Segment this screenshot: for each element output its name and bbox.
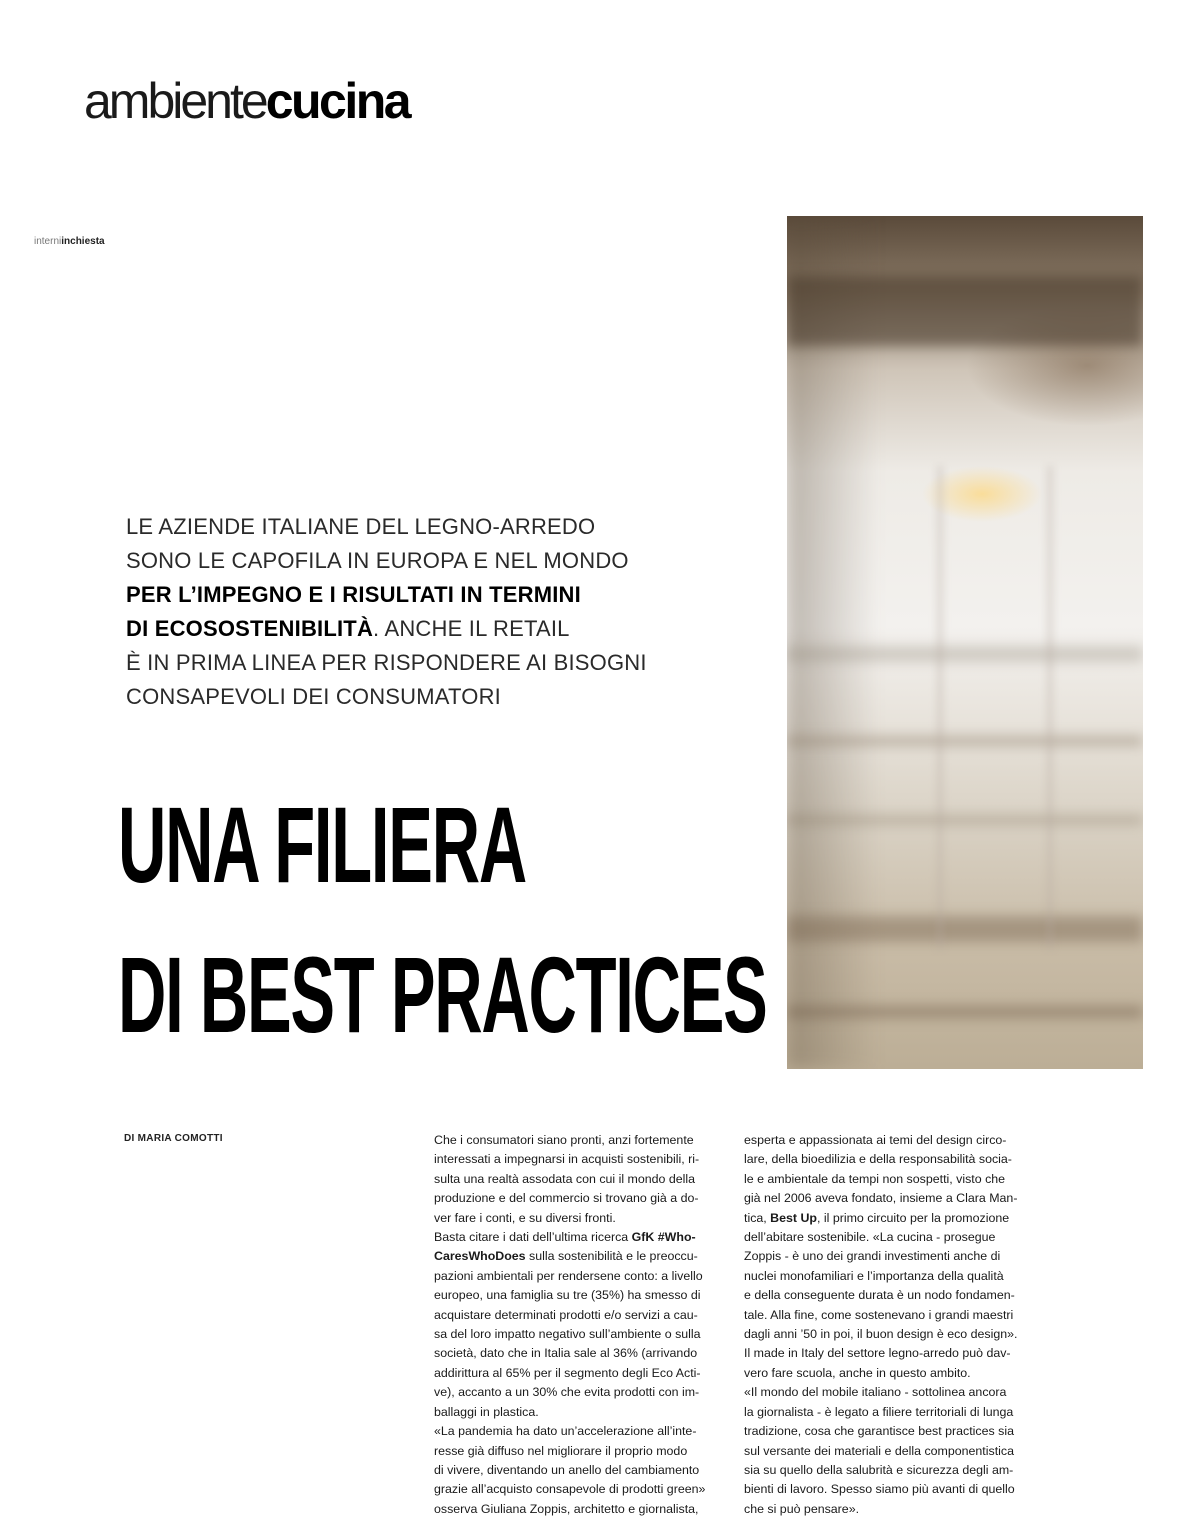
photo-band	[787, 1006, 1143, 1018]
text-run: osserva Giuliana Zoppis, architetto e giornalista,	[434, 1501, 699, 1516]
photo-band	[787, 646, 1143, 662]
text-line	[744, 1189, 1034, 1208]
text-run: ver fare i conti, e su diversi fronti.	[434, 1210, 616, 1225]
text-run: di vivere, diventando un anello del cambiamento	[434, 1462, 700, 1477]
text-line	[744, 1480, 1034, 1499]
text-line	[744, 1403, 1034, 1422]
text-run: sulla sostenibilità e le preoccu-	[525, 1249, 698, 1264]
text-line	[434, 1228, 724, 1247]
byline: DI MARIA COMOTTI	[124, 1133, 223, 1144]
article-photo	[787, 216, 1143, 1069]
text-line	[434, 1267, 724, 1286]
photo-panel	[1047, 466, 1053, 949]
text-run: sa del loro impatto negativo sull’ambiente o sulla	[434, 1327, 701, 1342]
section-tag-light: interni	[34, 236, 62, 247]
body-column-1	[434, 1131, 724, 1519]
text-run: esperta e appassionata ai temi del design circo-	[744, 1133, 1007, 1147]
text-run: «Il mondo del mobile italiano - sottolinea ancora	[744, 1385, 1007, 1400]
text-line	[744, 1500, 1034, 1519]
magazine-masthead	[84, 66, 409, 136]
text-run: lare, della bioedilizia e della responsabilità socia-	[744, 1152, 1012, 1167]
text-line	[434, 1306, 724, 1325]
text-run: dagli anni ’50 in poi, il buon design è eco design».	[744, 1327, 1018, 1342]
text-line	[434, 1131, 724, 1150]
text-line	[126, 680, 766, 714]
text-line	[434, 1150, 724, 1169]
text-line	[126, 578, 766, 612]
text-run: dell’abitare sostenibile. «La cucina - prosegue	[744, 1230, 996, 1245]
section-tag	[34, 236, 105, 248]
text-line	[434, 1403, 724, 1422]
text-line	[126, 646, 766, 680]
text-line	[126, 544, 766, 578]
text-run: ballaggi in plastica.	[434, 1404, 539, 1419]
photo-band	[787, 816, 1143, 824]
text-run: nuclei monofamiliari e l’importanza della qualità	[744, 1268, 1004, 1283]
text-run: tradizione, cosa che garantisce best practices sia	[744, 1424, 1014, 1439]
text-run: , il primo circuito per la promozione	[817, 1210, 1010, 1225]
text-run: sul versante dei materiali e della componentistica	[744, 1443, 1014, 1458]
photo-panel	[937, 466, 943, 949]
text-line	[744, 1306, 1034, 1325]
photo-band	[787, 276, 1143, 346]
text-line	[744, 1228, 1034, 1247]
masthead-light: ambiente	[84, 73, 266, 129]
bold-run: Best Up	[770, 1210, 817, 1225]
text-line	[434, 1461, 724, 1480]
text-line	[434, 1170, 724, 1189]
text-line	[744, 1150, 1034, 1169]
text-run: già nel 2006 aveva fondato, insieme a Clara Man-	[744, 1191, 1018, 1206]
headline-line-1: UNA FILIERA	[118, 784, 526, 905]
article-headline	[118, 770, 767, 1070]
text-run: la giornalista - è legato a filiere territoriali di lunga	[744, 1404, 1014, 1419]
text-run: ve), accanto a un 30% che evita prodotti con im-	[434, 1385, 700, 1400]
text-line	[744, 1383, 1034, 1402]
bold-run: PER L’IMPEGNO E I RISULTATI IN TERMINI	[126, 582, 581, 607]
text-line	[744, 1170, 1034, 1189]
text-line	[744, 1364, 1034, 1383]
bold-run: CaresWhoDoes	[434, 1249, 526, 1264]
text-line	[434, 1364, 724, 1383]
photo-band	[787, 916, 1143, 942]
text-line	[434, 1247, 724, 1266]
text-run: Basta citare i dati dell’ultima ricerca	[434, 1230, 632, 1245]
text-line	[744, 1344, 1034, 1363]
text-run: produzione e del commercio si trovano già a do-	[434, 1191, 699, 1206]
text-line	[744, 1131, 1034, 1150]
text-line	[744, 1247, 1034, 1266]
text-run: Che i consumatori siano pronti, anzi fortemente	[434, 1133, 694, 1147]
text-line	[744, 1286, 1034, 1305]
text-run: vero fare scuola, anche in questo ambito.	[744, 1365, 971, 1380]
text-line	[434, 1344, 724, 1363]
text-run: LE AZIENDE ITALIANE DEL LEGNO-ARREDO	[126, 514, 596, 539]
headline-line-2: DI BEST PRACTICES	[118, 934, 767, 1055]
text-line	[434, 1480, 724, 1499]
text-line	[744, 1325, 1034, 1344]
text-run: sia su quello della salubrità e sicurezza degli am-	[744, 1462, 1014, 1477]
text-run: interessati a impegnarsi in acquisti sostenibili, ri-	[434, 1152, 700, 1167]
article-deck	[126, 510, 766, 714]
text-run: società, dato che in Italia sale al 36% (arrivando	[434, 1346, 698, 1361]
text-line	[434, 1325, 724, 1344]
text-line	[434, 1383, 724, 1402]
bold-run: DI ECOSOSTENIBILITÀ	[126, 616, 374, 641]
bold-run: GfK #Who-	[631, 1230, 696, 1245]
body-column-2	[744, 1131, 1034, 1519]
text-line	[434, 1442, 724, 1461]
text-run: grazie all’acquisto consapevole di prodotti green»	[434, 1482, 706, 1497]
text-run: sulta una realtà assodata con cui il mondo della	[434, 1171, 696, 1186]
text-run: tica,	[744, 1210, 771, 1225]
text-run: SONO LE CAPOFILA IN EUROPA E NEL MONDO	[126, 548, 629, 573]
text-run: che si può pensare».	[744, 1501, 860, 1516]
text-line	[434, 1209, 724, 1228]
text-line	[434, 1500, 724, 1519]
text-line	[744, 1461, 1034, 1480]
section-tag-bold: inchiesta	[61, 236, 105, 247]
text-run: CONSAPEVOLI DEI CONSUMATORI	[126, 684, 501, 709]
text-run: acquistare determinati prodotti e/o servizi a cau-	[434, 1307, 698, 1322]
text-run: e della conseguente durata è un nodo fondamen-	[744, 1288, 1015, 1303]
text-run: tale. Alla fine, come sostenevano i grandi maestri	[744, 1307, 1014, 1322]
text-run: europeo, una famiglia su tre (35%) ha smesso di	[434, 1288, 701, 1303]
text-run: addirittura al 65% per il segmento degli Eco Acti-	[434, 1365, 701, 1380]
text-run: Zoppis - è uno dei grandi investimenti anche di	[744, 1249, 1001, 1264]
text-line	[126, 510, 766, 544]
text-run: Il made in Italy del settore legno-arredo può dav-	[744, 1346, 1011, 1361]
text-run: le e ambientale da tempi non sospetti, visto che	[744, 1171, 1006, 1186]
text-line	[744, 1422, 1034, 1441]
text-line	[126, 612, 766, 646]
masthead-bold: cucina	[265, 73, 410, 129]
text-line	[434, 1286, 724, 1305]
text-line	[434, 1422, 724, 1441]
text-line	[744, 1442, 1034, 1461]
text-run: È IN PRIMA LINEA PER RISPONDERE AI BISOGNI	[126, 650, 647, 675]
text-run: pazioni ambientali per rendersene conto: a livello	[434, 1268, 703, 1283]
photo-band	[787, 736, 1143, 746]
text-run: bienti di lavoro. Spesso siamo più avanti di quello	[744, 1482, 1015, 1497]
text-line	[744, 1209, 1034, 1228]
text-run: resse già diffuso nel migliorare il proprio modo	[434, 1443, 688, 1458]
text-line	[434, 1189, 724, 1208]
text-run: «La pandemia ha dato un’accelerazione all’inte-	[434, 1424, 697, 1439]
text-run: . ANCHE IL RETAIL	[373, 616, 570, 641]
text-line	[744, 1267, 1034, 1286]
